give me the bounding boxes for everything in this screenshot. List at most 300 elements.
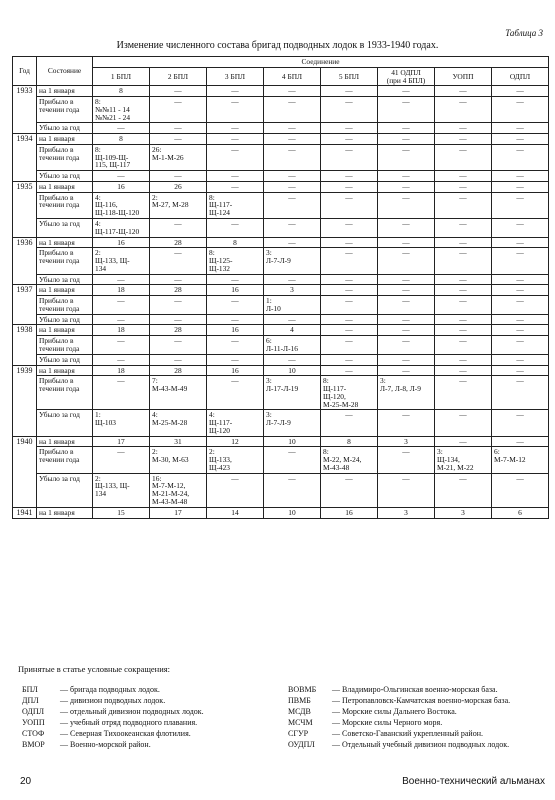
- value-cell: —: [378, 354, 435, 365]
- value-cell: 2: М-30, М-63: [150, 447, 207, 473]
- value-cell: 10: [264, 507, 321, 518]
- abbreviation-key: ОУДПЛ: [288, 740, 315, 749]
- value-cell: 16: М-7-М-12, М-21-М-24, М-43-М-48: [150, 473, 207, 507]
- state-cell: на 1 января: [37, 86, 93, 97]
- header-unit-3: 3 БПЛ: [207, 67, 264, 86]
- table-row: [13, 97, 549, 123]
- state-cell: Прибыло в течении года: [37, 192, 93, 218]
- value-cell: —: [150, 134, 207, 145]
- value-cell: 4: [264, 325, 321, 336]
- value-cell: —: [378, 447, 435, 473]
- abbreviation-key: ВОВМБ: [288, 685, 317, 694]
- table-row: [13, 376, 549, 410]
- value-cell: 12: [207, 436, 264, 447]
- year-cell: 1933: [13, 86, 37, 134]
- value-cell: —: [321, 86, 378, 97]
- value-cell: —: [492, 181, 549, 192]
- abbreviation-meaning: — Советско-Гаванский укрепленный район.: [332, 729, 483, 738]
- value-cell: 8: Щ-117- Щ-124: [207, 192, 264, 218]
- value-cell: —: [435, 325, 492, 336]
- value-cell: —: [378, 97, 435, 123]
- value-cell: —: [435, 144, 492, 170]
- value-cell: —: [150, 248, 207, 274]
- state-cell: Убыло за год: [37, 410, 93, 436]
- table-row: [13, 248, 549, 274]
- table-row: [13, 436, 549, 447]
- value-cell: 17: [150, 507, 207, 518]
- value-cell: —: [150, 296, 207, 315]
- state-cell: Прибыло в течении года: [37, 296, 93, 315]
- state-cell: Прибыло в течении года: [37, 376, 93, 410]
- value-cell: —: [264, 237, 321, 248]
- value-cell: 3: Л-7-Л-9: [264, 410, 321, 436]
- table-row: [13, 325, 549, 336]
- header-unit-4: 4 БПЛ: [264, 67, 321, 86]
- table-row: [13, 354, 549, 365]
- abbreviation-meaning: — Петропавловск-Камчатская военно-морская база.: [332, 696, 511, 705]
- value-cell: 16: [93, 181, 150, 192]
- value-cell: —: [435, 354, 492, 365]
- value-cell: —: [150, 171, 207, 182]
- value-cell: —: [321, 134, 378, 145]
- value-cell: —: [378, 123, 435, 134]
- value-cell: —: [321, 171, 378, 182]
- value-cell: —: [435, 248, 492, 274]
- table-row: [13, 86, 549, 97]
- value-cell: —: [93, 314, 150, 325]
- value-cell: —: [435, 97, 492, 123]
- state-cell: Убыло за год: [37, 219, 93, 238]
- abbreviation-key: МСДВ: [288, 707, 311, 716]
- value-cell: 16: [321, 507, 378, 518]
- header-year: Год: [13, 57, 37, 86]
- value-cell: 2: Щ-133, Щ- 134: [93, 473, 150, 507]
- value-cell: —: [207, 181, 264, 192]
- value-cell: —: [435, 274, 492, 285]
- publication-name: Военно-технический альманах: [402, 776, 545, 787]
- value-cell: 17: [93, 436, 150, 447]
- table-label: Таблица 3: [505, 28, 543, 38]
- abbreviations-right: [288, 684, 510, 750]
- value-cell: 14: [207, 507, 264, 518]
- value-cell: 16: [207, 365, 264, 376]
- table-row: [13, 144, 549, 170]
- value-cell: —: [150, 274, 207, 285]
- value-cell: —: [378, 410, 435, 436]
- value-cell: —: [378, 274, 435, 285]
- value-cell: —: [207, 314, 264, 325]
- value-cell: —: [492, 410, 549, 436]
- abbreviation-meaning: — дивизион подводных лодок.: [60, 696, 166, 705]
- value-cell: 6: Л-11-Л-16: [264, 336, 321, 355]
- value-cell: —: [207, 473, 264, 507]
- value-cell: 3: Л-7, Л-8, Л-9: [378, 376, 435, 410]
- value-cell: —: [93, 274, 150, 285]
- value-cell: —: [93, 447, 150, 473]
- state-cell: на 1 января: [37, 237, 93, 248]
- value-cell: —: [93, 296, 150, 315]
- value-cell: —: [150, 123, 207, 134]
- value-cell: —: [321, 365, 378, 376]
- value-cell: —: [435, 237, 492, 248]
- value-cell: 8: №№11 - 14 №№21 - 24: [93, 97, 150, 123]
- value-cell: —: [435, 376, 492, 410]
- value-cell: 8: [321, 436, 378, 447]
- table-row: [13, 181, 549, 192]
- value-cell: 28: [150, 285, 207, 296]
- state-cell: Убыло за год: [37, 274, 93, 285]
- header-unit-8: ОДПЛ: [492, 67, 549, 86]
- value-cell: 1: Л-10: [264, 296, 321, 315]
- value-cell: —: [492, 274, 549, 285]
- state-cell: на 1 января: [37, 325, 93, 336]
- value-cell: —: [93, 171, 150, 182]
- table-row: [13, 219, 549, 238]
- value-cell: —: [207, 336, 264, 355]
- value-cell: —: [435, 410, 492, 436]
- value-cell: —: [492, 134, 549, 145]
- value-cell: —: [492, 285, 549, 296]
- value-cell: —: [492, 365, 549, 376]
- state-cell: на 1 января: [37, 181, 93, 192]
- value-cell: —: [93, 336, 150, 355]
- year-cell: 1935: [13, 181, 37, 237]
- table-row: [13, 507, 549, 518]
- value-cell: 6: М-7-М-12: [492, 447, 549, 473]
- state-cell: на 1 января: [37, 507, 93, 518]
- value-cell: —: [264, 97, 321, 123]
- value-cell: 4: Щ-116, Щ-118-Щ-120: [93, 192, 150, 218]
- value-cell: 16: [207, 325, 264, 336]
- value-cell: —: [492, 192, 549, 218]
- state-cell: Убыло за год: [37, 314, 93, 325]
- value-cell: 3: Л-7-Л-9: [264, 248, 321, 274]
- value-cell: —: [150, 219, 207, 238]
- abbreviation-key: БПЛ: [22, 685, 38, 694]
- value-cell: —: [93, 354, 150, 365]
- abbreviation-item: [288, 728, 510, 739]
- value-cell: 8: Щ-109-Щ- 115, Щ-117: [93, 144, 150, 170]
- value-cell: 3: [378, 507, 435, 518]
- abbreviation-item: [22, 695, 204, 706]
- abbreviation-key: ДПЛ: [22, 696, 39, 705]
- value-cell: —: [378, 296, 435, 315]
- value-cell: 3: Л-17-Л-19: [264, 376, 321, 410]
- abbreviation-key: ПВМБ: [288, 696, 311, 705]
- abbreviation-item: [22, 739, 204, 750]
- value-cell: 8: [207, 237, 264, 248]
- value-cell: —: [378, 144, 435, 170]
- state-cell: Прибыло в течении года: [37, 336, 93, 355]
- value-cell: 8: Щ-117- Щ-120, М-25-М-28: [321, 376, 378, 410]
- value-cell: —: [492, 171, 549, 182]
- year-cell: 1936: [13, 237, 37, 285]
- value-cell: —: [492, 314, 549, 325]
- abbreviation-key: ОДПЛ: [22, 707, 45, 716]
- year-cell: 1934: [13, 134, 37, 182]
- abbreviation-meaning: — Морские силы Дальнего Востока.: [332, 707, 457, 716]
- value-cell: —: [264, 134, 321, 145]
- abbreviation-meaning: — бригада подводных лодок.: [60, 685, 160, 694]
- value-cell: 16: [93, 237, 150, 248]
- abbreviation-item: [288, 706, 510, 717]
- state-cell: Убыло за год: [37, 123, 93, 134]
- value-cell: —: [207, 376, 264, 410]
- value-cell: —: [435, 219, 492, 238]
- value-cell: —: [150, 354, 207, 365]
- value-cell: 28: [150, 365, 207, 376]
- value-cell: —: [378, 365, 435, 376]
- value-cell: —: [207, 219, 264, 238]
- table-row: [13, 410, 549, 436]
- value-cell: —: [378, 181, 435, 192]
- value-cell: 8: М-22, М-24, М-43-48: [321, 447, 378, 473]
- abbreviation-item: [22, 728, 204, 739]
- value-cell: —: [378, 86, 435, 97]
- abbreviation-meaning: — отдельный дивизион подводных лодок.: [60, 707, 204, 716]
- state-cell: на 1 января: [37, 285, 93, 296]
- value-cell: —: [321, 192, 378, 218]
- value-cell: —: [378, 473, 435, 507]
- abbreviation-key: УОПП: [22, 718, 45, 727]
- table-row: [13, 314, 549, 325]
- state-cell: Прибыло в течении года: [37, 447, 93, 473]
- value-cell: —: [321, 248, 378, 274]
- value-cell: —: [435, 181, 492, 192]
- value-cell: 16: [207, 285, 264, 296]
- value-cell: 3: [435, 507, 492, 518]
- value-cell: 18: [93, 285, 150, 296]
- abbreviation-meaning: — Морские силы Черного моря.: [332, 718, 443, 727]
- value-cell: —: [378, 248, 435, 274]
- abbreviation-item: [22, 717, 204, 728]
- value-cell: —: [435, 314, 492, 325]
- value-cell: —: [264, 354, 321, 365]
- value-cell: 31: [150, 436, 207, 447]
- value-cell: —: [492, 336, 549, 355]
- value-cell: 28: [150, 325, 207, 336]
- value-cell: —: [435, 86, 492, 97]
- state-cell: на 1 января: [37, 134, 93, 145]
- value-cell: —: [492, 376, 549, 410]
- abbreviation-meaning: — Владимиро-Ольгинская военно-морская база.: [332, 685, 498, 694]
- value-cell: —: [264, 314, 321, 325]
- year-cell: 1941: [13, 507, 37, 518]
- abbreviation-key: СТОФ: [22, 729, 45, 738]
- value-cell: —: [378, 285, 435, 296]
- value-cell: —: [207, 86, 264, 97]
- value-cell: —: [378, 314, 435, 325]
- value-cell: 2: Щ-133, Щ- 134: [93, 248, 150, 274]
- value-cell: —: [435, 171, 492, 182]
- header-unit-7: УОПП: [435, 67, 492, 86]
- value-cell: —: [321, 274, 378, 285]
- abbreviation-item: [288, 695, 510, 706]
- table-row: [13, 336, 549, 355]
- value-cell: —: [207, 134, 264, 145]
- value-cell: —: [492, 123, 549, 134]
- value-cell: —: [207, 274, 264, 285]
- value-cell: —: [321, 473, 378, 507]
- value-cell: —: [435, 123, 492, 134]
- value-cell: 1: Щ-103: [93, 410, 150, 436]
- state-cell: Прибыло в течении года: [37, 144, 93, 170]
- value-cell: —: [207, 354, 264, 365]
- value-cell: —: [264, 219, 321, 238]
- value-cell: 15: [93, 507, 150, 518]
- value-cell: —: [321, 219, 378, 238]
- abbreviation-meaning: — Северная Тихоокеанская флотилия.: [60, 729, 191, 738]
- state-cell: на 1 января: [37, 436, 93, 447]
- value-cell: —: [321, 285, 378, 296]
- value-cell: 8: [93, 134, 150, 145]
- value-cell: —: [492, 296, 549, 315]
- value-cell: —: [207, 144, 264, 170]
- value-cell: —: [435, 296, 492, 315]
- value-cell: —: [435, 365, 492, 376]
- state-cell: Прибыло в течении года: [37, 97, 93, 123]
- value-cell: —: [150, 97, 207, 123]
- value-cell: —: [492, 237, 549, 248]
- value-cell: —: [207, 97, 264, 123]
- abbreviation-item: [22, 706, 204, 717]
- value-cell: —: [492, 436, 549, 447]
- table-title: Изменение численного состава бригад подводных лодок в 1933-1940 годах.: [116, 40, 439, 51]
- value-cell: —: [492, 473, 549, 507]
- value-cell: —: [321, 354, 378, 365]
- header-unit-1: 1 БПЛ: [93, 67, 150, 86]
- value-cell: 10: [264, 365, 321, 376]
- value-cell: 18: [93, 325, 150, 336]
- value-cell: —: [492, 248, 549, 274]
- value-cell: —: [435, 134, 492, 145]
- table-row: [13, 171, 549, 182]
- value-cell: —: [378, 192, 435, 218]
- value-cell: —: [93, 123, 150, 134]
- table-row: [13, 134, 549, 145]
- value-cell: —: [150, 314, 207, 325]
- table-row: [13, 123, 549, 134]
- table-row: [13, 237, 549, 248]
- year-cell: 1937: [13, 285, 37, 325]
- header-unit-2: 2 БПЛ: [150, 67, 207, 86]
- value-cell: —: [321, 325, 378, 336]
- state-cell: Убыло за год: [37, 171, 93, 182]
- value-cell: —: [321, 123, 378, 134]
- value-cell: —: [435, 436, 492, 447]
- header-unit-5: 5 БПЛ: [321, 67, 378, 86]
- header-unit-6: 41 ОДПЛ (при 4 БПЛ): [378, 67, 435, 86]
- value-cell: —: [264, 274, 321, 285]
- value-cell: —: [492, 354, 549, 365]
- value-cell: 8: [93, 86, 150, 97]
- year-cell: 1940: [13, 436, 37, 507]
- table-row: [13, 192, 549, 218]
- value-cell: —: [207, 296, 264, 315]
- value-cell: —: [207, 123, 264, 134]
- value-cell: —: [264, 123, 321, 134]
- value-cell: 26: М-1-М-26: [150, 144, 207, 170]
- abbreviation-meaning: — учебный отряд подводного плавания.: [60, 718, 198, 727]
- table-row: [13, 447, 549, 473]
- value-cell: —: [378, 237, 435, 248]
- state-cell: Убыло за год: [37, 473, 93, 507]
- page-number: 20: [20, 776, 32, 787]
- value-cell: 3: Щ-134, М-21, М-22: [435, 447, 492, 473]
- header-state: Состояние: [37, 57, 93, 86]
- value-cell: 10: [264, 436, 321, 447]
- value-cell: 3: [264, 285, 321, 296]
- table-row: [13, 365, 549, 376]
- abbreviation-key: МСЧМ: [288, 718, 313, 727]
- value-cell: —: [93, 376, 150, 410]
- value-cell: 4: Щ-117- Щ-120: [207, 410, 264, 436]
- value-cell: —: [321, 181, 378, 192]
- value-cell: —: [321, 336, 378, 355]
- value-cell: —: [150, 86, 207, 97]
- state-cell: Прибыло в течении года: [37, 248, 93, 274]
- value-cell: 3: [378, 436, 435, 447]
- value-cell: 8: Щ-125- Щ-132: [207, 248, 264, 274]
- value-cell: —: [378, 134, 435, 145]
- table-row: [13, 274, 549, 285]
- value-cell: 28: [150, 237, 207, 248]
- value-cell: 26: [150, 181, 207, 192]
- abbreviation-key: ВМОР: [22, 740, 45, 749]
- value-cell: —: [378, 171, 435, 182]
- value-cell: —: [264, 473, 321, 507]
- value-cell: —: [492, 86, 549, 97]
- value-cell: 6: [492, 507, 549, 518]
- value-cell: —: [321, 296, 378, 315]
- value-cell: —: [435, 285, 492, 296]
- value-cell: —: [264, 86, 321, 97]
- value-cell: —: [321, 237, 378, 248]
- value-cell: 7: М-43-М-49: [150, 376, 207, 410]
- table-row: [13, 296, 549, 315]
- value-cell: —: [378, 336, 435, 355]
- abbreviation-item: [22, 684, 204, 695]
- abbreviation-meaning: — Военно-морской район.: [60, 740, 151, 749]
- value-cell: —: [264, 144, 321, 170]
- table-row: [13, 285, 549, 296]
- value-cell: —: [492, 219, 549, 238]
- value-cell: 2: М-27, М-28: [150, 192, 207, 218]
- value-cell: —: [264, 447, 321, 473]
- value-cell: —: [378, 325, 435, 336]
- value-cell: —: [264, 192, 321, 218]
- value-cell: 2: Щ-133, Щ-423: [207, 447, 264, 473]
- abbreviation-item: [288, 684, 510, 695]
- submarine-table: [12, 56, 549, 519]
- value-cell: 18: [93, 365, 150, 376]
- value-cell: —: [264, 181, 321, 192]
- year-cell: 1938: [13, 325, 37, 365]
- abbreviation-item: [288, 717, 510, 728]
- value-cell: —: [378, 219, 435, 238]
- value-cell: —: [321, 97, 378, 123]
- value-cell: 4: М-25-М-28: [150, 410, 207, 436]
- year-cell: 1939: [13, 365, 37, 436]
- abbreviation-key: СГУР: [288, 729, 309, 738]
- abbreviation-item: [288, 739, 510, 750]
- value-cell: —: [492, 97, 549, 123]
- value-cell: —: [492, 144, 549, 170]
- state-cell: Убыло за год: [37, 354, 93, 365]
- value-cell: —: [492, 325, 549, 336]
- state-cell: на 1 января: [37, 365, 93, 376]
- value-cell: —: [264, 171, 321, 182]
